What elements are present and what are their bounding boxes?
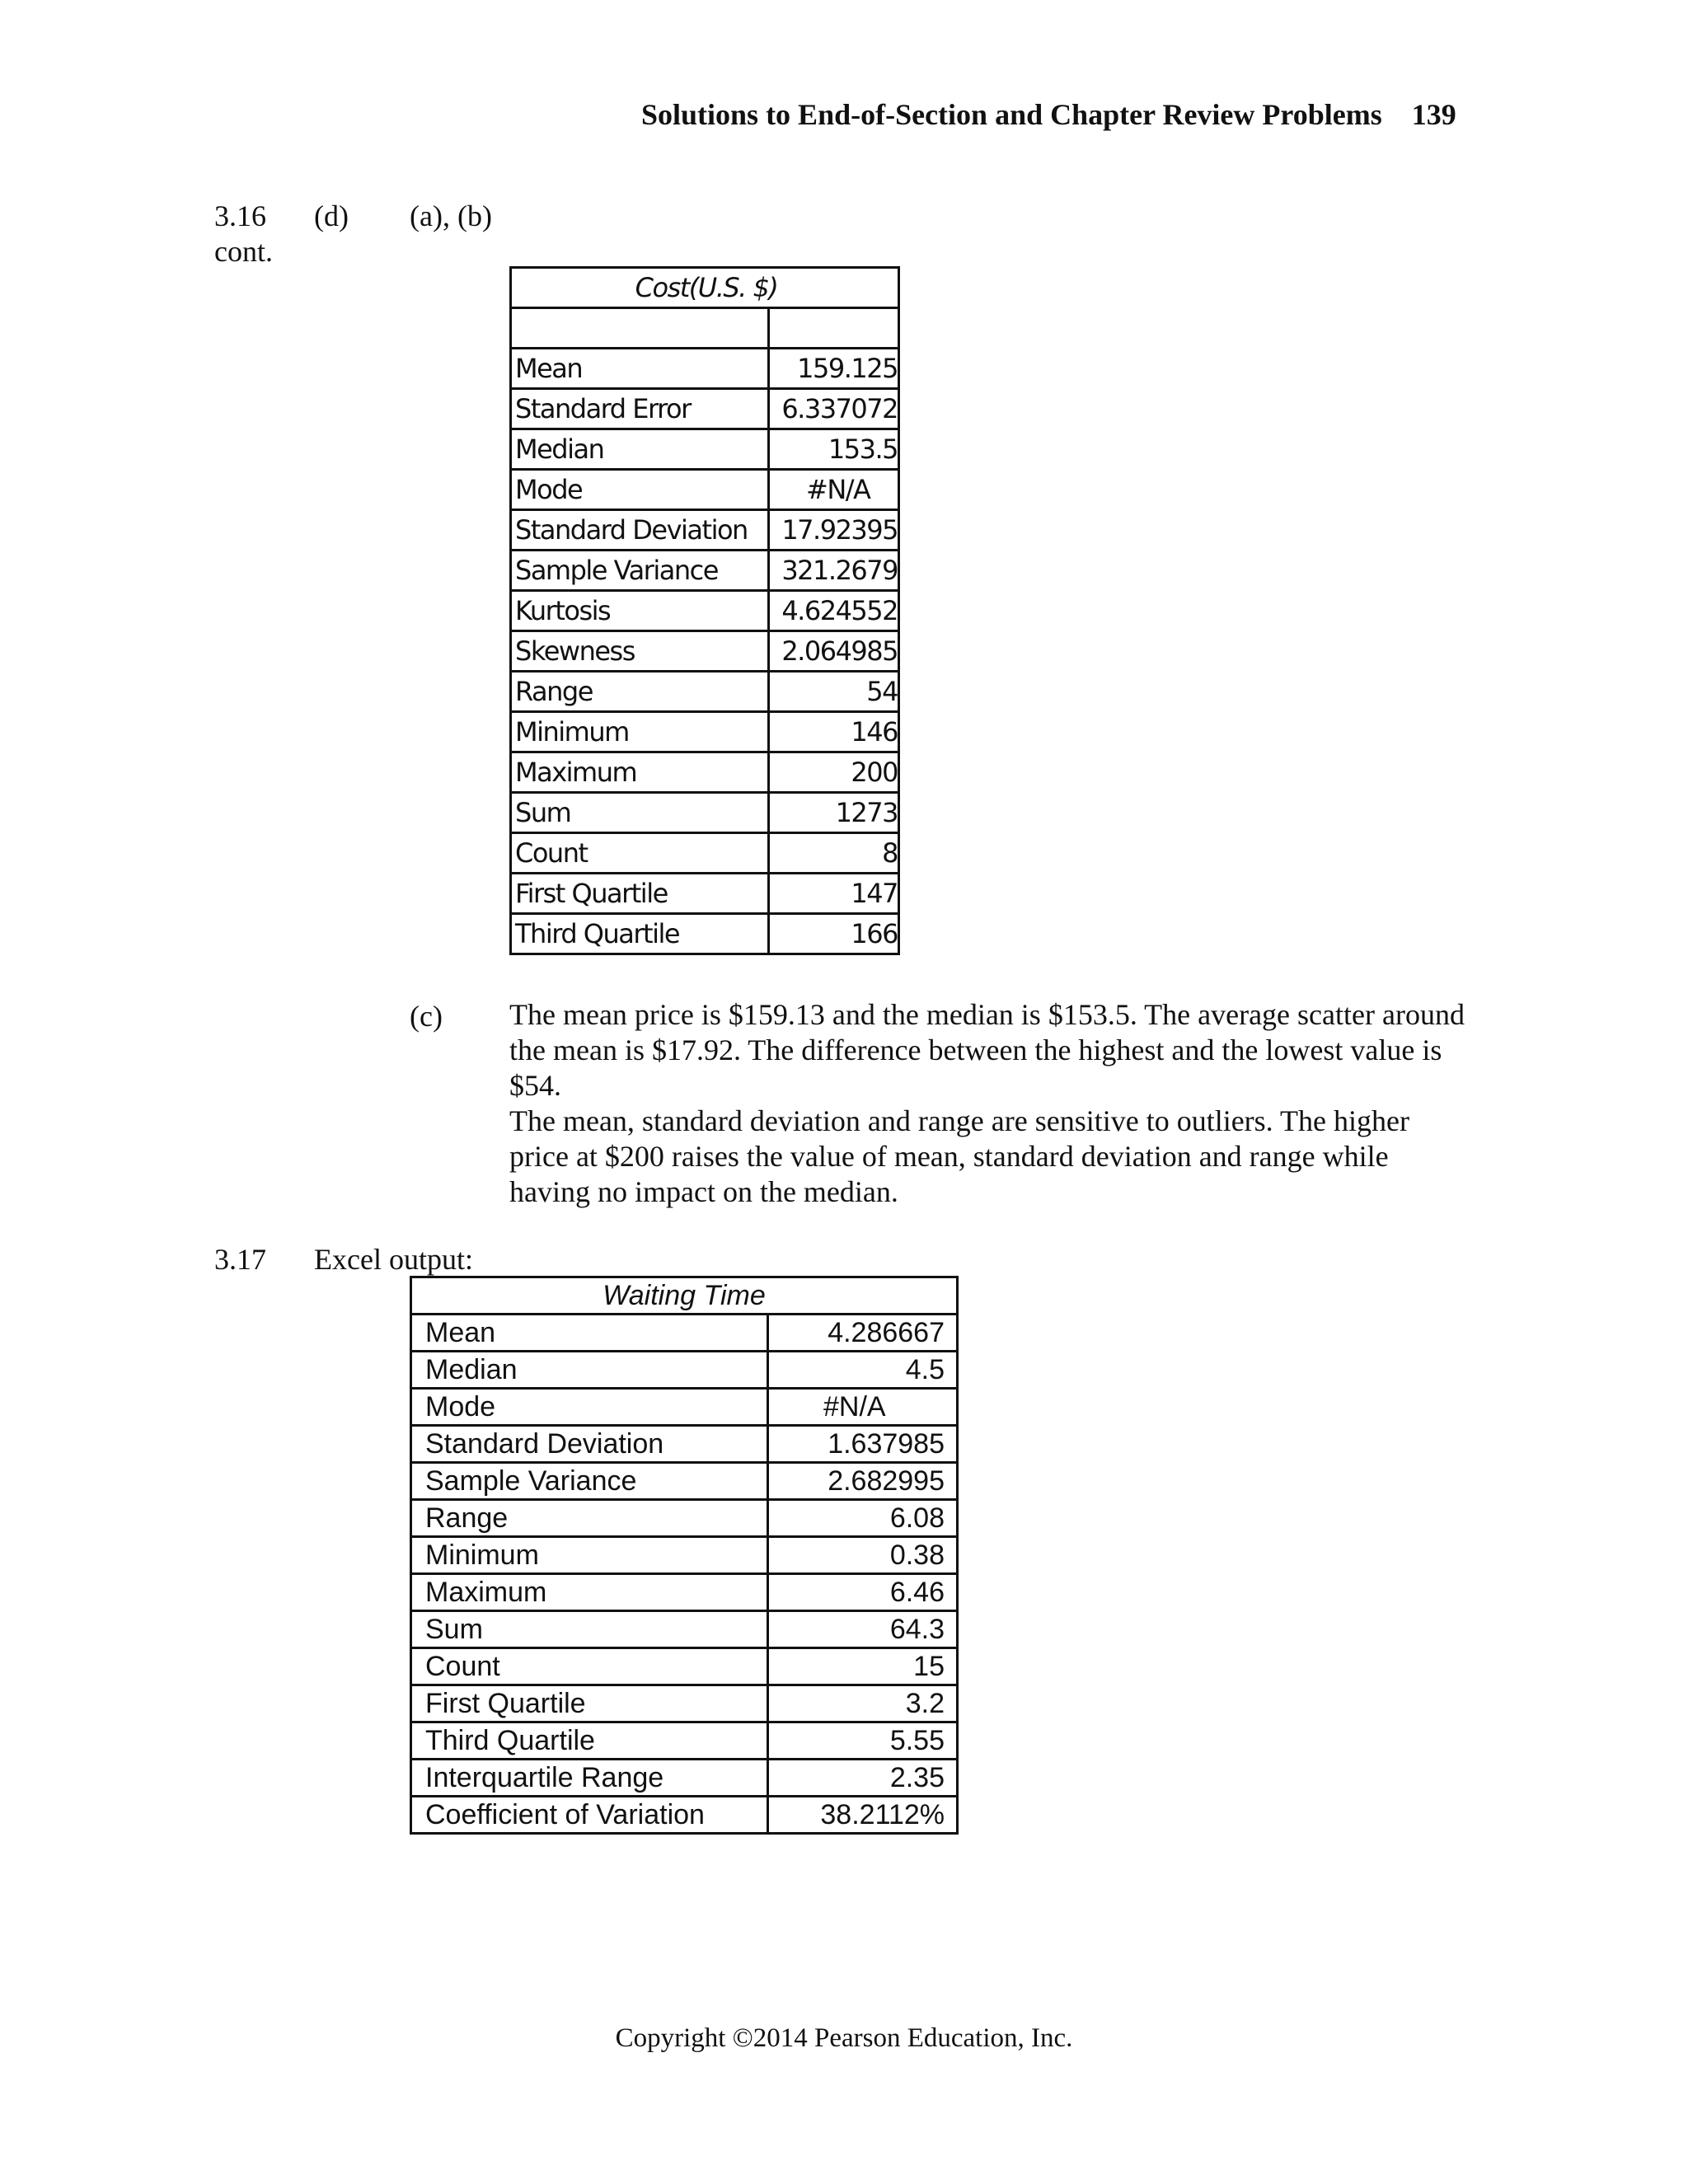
table-row — [511, 712, 899, 752]
stat-value: 6.337072 — [769, 389, 899, 429]
stat-value: 4.5 — [768, 1352, 958, 1389]
part-c-explanation — [509, 997, 1474, 1210]
stat-label: Sum — [511, 793, 769, 833]
part-ab-label: (a), (b) — [410, 199, 492, 232]
stat-label: Maximum — [511, 752, 769, 793]
stat-value: 54 — [769, 672, 899, 712]
table-row — [411, 1685, 958, 1722]
stat-label: Kurtosis — [511, 591, 769, 631]
table-row — [411, 1611, 958, 1648]
stat-value: 17.92395 — [769, 510, 899, 551]
stat-value: #N/A — [769, 470, 899, 510]
stat-label: Standard Deviation — [511, 510, 769, 551]
stat-label: Mean — [511, 349, 769, 389]
table-row — [511, 672, 899, 712]
stat-value: 3.2 — [768, 1685, 958, 1722]
table-row — [411, 1574, 958, 1611]
table-row — [411, 1463, 958, 1500]
stat-value: 147 — [769, 874, 899, 914]
stat-value: 1.637985 — [768, 1426, 958, 1463]
waiting-time-stats-rows — [411, 1315, 958, 1834]
stat-label: Coefficient of Variation — [411, 1797, 768, 1834]
cost-stats-table — [509, 266, 900, 955]
table-row — [511, 591, 899, 631]
stat-value: 153.5 — [769, 429, 899, 470]
part-c-label: (c) — [410, 1000, 443, 1033]
table-row — [411, 1648, 958, 1685]
table-row — [511, 429, 899, 470]
problem-number-316: 3.16 — [214, 199, 266, 232]
table-row — [411, 1760, 958, 1797]
stat-label: Count — [411, 1648, 768, 1685]
stat-value: #N/A — [768, 1389, 958, 1426]
table-row — [411, 1797, 958, 1834]
stat-value: 5.55 — [768, 1722, 958, 1760]
table-row — [411, 1389, 958, 1426]
stat-label: Sample Variance — [411, 1463, 768, 1500]
table-row — [411, 1500, 958, 1537]
table-title-row — [511, 268, 899, 308]
stat-value: 159.125 — [769, 349, 899, 389]
table-blank-row — [511, 308, 899, 349]
blank-cell — [769, 308, 899, 349]
copyright-footer: Copyright ©2014 Pearson Education, Inc. — [615, 2023, 1073, 2053]
cost-stats-rows — [511, 349, 899, 954]
stat-label: Interquartile Range — [411, 1760, 768, 1797]
table-row — [411, 1426, 958, 1463]
explanation-paragraph-1: The mean price is $159.13 and the median is $153.5. The average scatter around the mean is $17.92. The difference between the highest and the lowest value is $54. — [509, 998, 1465, 1102]
stat-value: 38.2112% — [768, 1797, 958, 1834]
stat-label: Sample Variance — [511, 551, 769, 591]
blank-cell — [511, 308, 769, 349]
table-row — [511, 914, 899, 954]
table-row — [511, 389, 899, 429]
table-row — [511, 510, 899, 551]
stat-label: Median — [411, 1352, 768, 1389]
stat-label: Third Quartile — [411, 1722, 768, 1760]
running-head-title: Solutions to End-of-Section and Chapter Review Problems — [641, 98, 1382, 131]
table-row — [411, 1722, 958, 1760]
stat-value: 6.08 — [768, 1500, 958, 1537]
stat-value: 8 — [769, 833, 899, 874]
stat-label: Maximum — [411, 1574, 768, 1611]
excel-output-label: Excel output: — [314, 1243, 473, 1276]
table-row — [411, 1352, 958, 1389]
stat-label: Skewness — [511, 631, 769, 672]
stat-label: Minimum — [411, 1537, 768, 1574]
table-row — [511, 349, 899, 389]
stat-label: Standard Error — [511, 389, 769, 429]
table-row — [511, 793, 899, 833]
table-row — [511, 752, 899, 793]
stat-label: First Quartile — [411, 1685, 768, 1722]
stat-label: Median — [511, 429, 769, 470]
stat-value: 2.35 — [768, 1760, 958, 1797]
stat-value: 15 — [768, 1648, 958, 1685]
explanation-paragraph-2: The mean, standard deviation and range are sensitive to outliers. The higher price at $200 raises the value of mean, standard deviation and range while having no impact on the median. — [509, 1104, 1409, 1208]
table-row — [411, 1315, 958, 1352]
problem-cont-label: cont. — [214, 235, 273, 268]
stat-value: 0.38 — [768, 1537, 958, 1574]
stat-value: 2.682995 — [768, 1463, 958, 1500]
stat-label: Range — [511, 672, 769, 712]
table-row — [511, 551, 899, 591]
stat-value: 166 — [769, 914, 899, 954]
table-title: Waiting Time — [411, 1277, 958, 1315]
stat-value: 321.2679 — [769, 551, 899, 591]
stat-label: Third Quartile — [511, 914, 769, 954]
table-title: Cost(U.S. $) — [511, 268, 899, 308]
stat-label: Range — [411, 1500, 768, 1537]
table-row — [511, 833, 899, 874]
table-row — [411, 1537, 958, 1574]
part-d-label: (d) — [314, 199, 349, 232]
waiting-time-stats-table — [410, 1276, 959, 1835]
stat-label: First Quartile — [511, 874, 769, 914]
stat-label: Sum — [411, 1611, 768, 1648]
stat-label: Standard Deviation — [411, 1426, 768, 1463]
stat-value: 64.3 — [768, 1611, 958, 1648]
page-number: 139 — [1411, 98, 1456, 131]
stat-value: 4.286667 — [768, 1315, 958, 1352]
stat-label: Minimum — [511, 712, 769, 752]
table-row — [511, 874, 899, 914]
table-row — [511, 631, 899, 672]
stat-value: 1273 — [769, 793, 899, 833]
stat-value: 4.624552 — [769, 591, 899, 631]
stat-label: Mode — [411, 1389, 768, 1426]
table-row — [511, 470, 899, 510]
stat-label: Mean — [411, 1315, 768, 1352]
problem-number-317: 3.17 — [214, 1243, 266, 1276]
table-title-row — [411, 1277, 958, 1315]
stat-value: 200 — [769, 752, 899, 793]
stat-value: 2.064985 — [769, 631, 899, 672]
stat-label: Count — [511, 833, 769, 874]
stat-value: 146 — [769, 712, 899, 752]
running-head — [641, 97, 1456, 132]
stat-value: 6.46 — [768, 1574, 958, 1611]
stat-label: Mode — [511, 470, 769, 510]
